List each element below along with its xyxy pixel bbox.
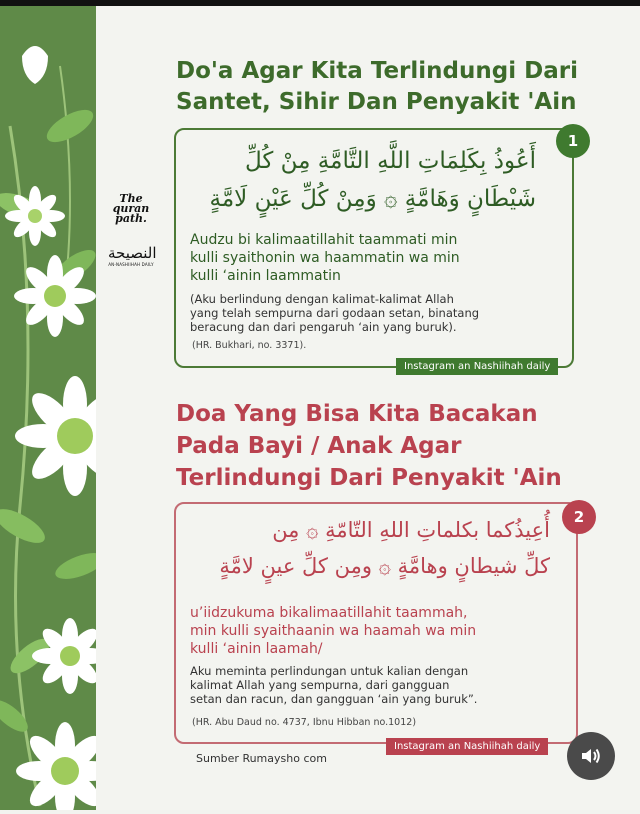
section2-reference: (HR. Abu Daud no. 4737, Ibnu Hibban no.1012) [192,717,417,728]
section1-reference: (HR. Bukhari, no. 3371). [192,340,307,351]
section2-translation [190,664,560,706]
section2-title-line1: Doa Yang Bisa Kita Bacakan [176,401,538,427]
brand-text-line1: The [119,192,143,205]
section2-title-line3: Terlindungi Dari Penyakit 'Ain [176,465,562,491]
section1-arabic-text [186,142,536,218]
section2-arabic-text [190,512,550,584]
daisy-flowers-illustration [0,6,96,810]
floral-side-panel [0,6,96,810]
section1-title-line1: Do'a Agar Kita Terlindungi Dari [176,58,578,84]
section2-instagram-tag: Instagram an Nashiihah daily [386,738,548,755]
brand-text-line3: path. [115,212,147,225]
section2-meaning-line2: kalimat Allah yang sempurna, dari gangguan [190,678,450,692]
section1-arabic-line2: شَيْطَانٍ وَهَامَّةٍ ۞ وَمِنْ كُلِّ عَيْنٍ لَامَّةٍ [209,186,536,212]
brand-text-line2: quran [112,202,150,215]
brand-arabic-logo: النصيحة [108,244,157,262]
section1-title [176,56,616,118]
section2-arabic-line2: كلِّ شيطانٍ وهامَّةٍ ۞ ومِن كلِّ عينٍ لامَّةٍ [219,554,550,578]
sound-toggle-button[interactable] [567,732,615,780]
section1-meaning-line2: yang telah sempurna dari godaan setan, binatang [190,306,480,320]
section1-latin-line3: kulli ‘ainin laammatin [190,268,341,284]
section2-number-badge: 2 [562,500,596,534]
brand-subtitle: AN-NASHIIHAH DAILY [108,262,154,267]
section1-latin-line2: kulli syaithonin wa haammatin wa min [190,250,460,266]
section1-meaning-line1: (Aku berlindung dengan kalimat-kalimat Allah [190,292,454,306]
section2-title [176,398,596,494]
section1-title-line2: Santet, Sihir Dan Penyakit 'Ain [176,89,577,115]
section1-transliteration [190,231,550,285]
section2-arabic-line1: أُعِيذُكما بكلماتِ اللهِ التّامّةِ ۞ مِن [272,518,550,542]
section2-transliteration [190,604,550,658]
speaker-icon [580,746,602,766]
section1-number-badge: 1 [556,124,590,158]
section1-arabic-line1: أَعُوذُ بِكَلِمَاتِ اللَّهِ التَّامَّةِ مِنْ كُلِّ [244,148,536,174]
section2-meaning-line3: setan dan racun, dan gangguan ‘ain yang buruk”. [190,692,478,706]
section2-latin-line2: min kulli syaithaanin wa haamah wa min [190,623,477,639]
section1-meaning-line3: beracung dan dari pengaruh ‘ain yang buruk). [190,320,457,334]
section2-latin-line3: kulli ‘ainin laamah/ [190,641,323,657]
section1-translation [190,292,560,334]
section1-instagram-tag: Instagram an Nashiihah daily [396,358,558,375]
source-credit: Sumber Rumaysho com [196,752,327,765]
section2-latin-line1: u’iidzukuma bikalimaatillahit taammah, [190,605,468,621]
section2-title-line2: Pada Bayi / Anak Agar [176,433,462,459]
section1-latin-line1: Audzu bi kalimaatillahit taammati min [190,232,458,248]
brand-logo [108,192,157,267]
section2-meaning-line1: Aku meminta perlindungan untuk kalian dengan [190,664,469,678]
